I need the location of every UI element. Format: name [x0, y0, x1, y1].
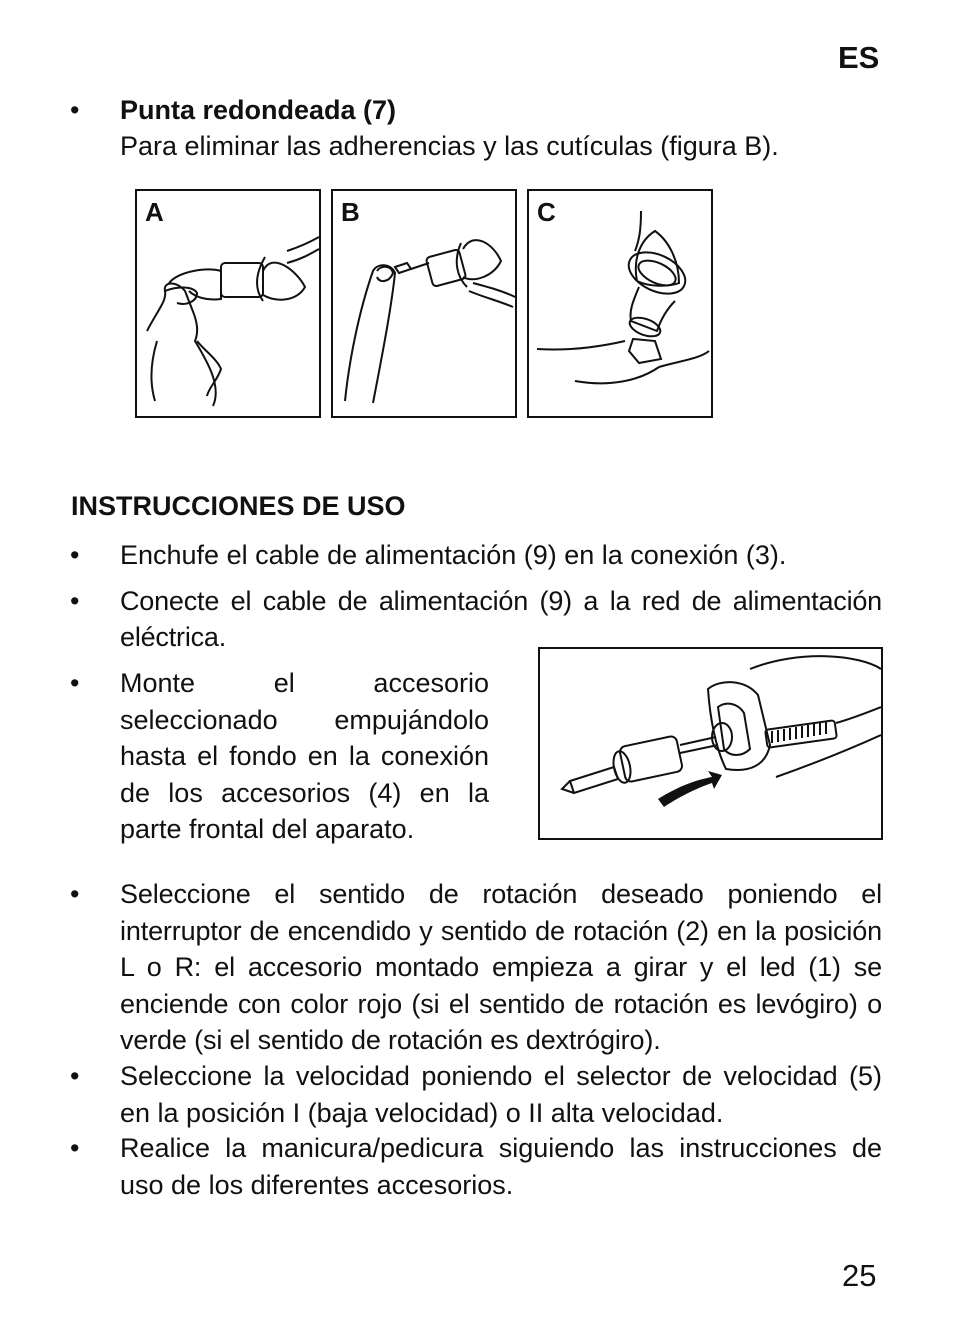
bullet: • [70, 586, 80, 616]
page-number: 25 [842, 1258, 877, 1293]
figure-label: B [341, 197, 360, 227]
tip-description: Para eliminar las adherencias y las cutículas (figura B). [120, 131, 779, 161]
instruction-item: Enchufe el cable de alimentación (9) en la conexión (3). [120, 540, 787, 570]
device-illustration [540, 649, 881, 838]
figure-label: A [145, 197, 164, 227]
section-heading: INSTRUCCIONES DE USO [71, 491, 406, 521]
figure-c [527, 189, 713, 418]
bullet: • [70, 879, 80, 909]
figure-a [135, 189, 321, 418]
figure-label: C [537, 197, 556, 227]
figure-a-illustration [137, 191, 319, 416]
language-tag: ES [838, 40, 880, 75]
device-figure [538, 647, 883, 840]
bullet: • [70, 540, 80, 570]
bullet: • [70, 1133, 80, 1163]
bullet: • [70, 95, 80, 125]
bullet: • [70, 1061, 80, 1091]
figure-c-illustration [529, 191, 711, 416]
tip-title: Punta redondeada (7) [120, 95, 397, 125]
figure-b-illustration [333, 191, 515, 416]
instruction-item: Seleccione la velocidad poniendo el selector de velocidad (5) en la posición I (baja velocidad) o II alta velocidad. [120, 1061, 882, 1128]
bullet: • [70, 668, 80, 698]
instruction-item: Monte el accesorio seleccionado empujándolo hasta el fondo en la conexión de los accesorios (4) en la parte frontal del aparato. [120, 668, 489, 844]
instruction-item: Seleccione el sentido de rotación deseado poniendo el interruptor de encendido y sentido de rotación (2) en la posición L o R: el accesorio montado empieza a girar y el led (1) se enciende con color rojo (si el sentido de rotación es levógiro) o verde (si el sentido de rotación es dextrógiro). [120, 879, 882, 1055]
instruction-item: Conecte el cable de alimentación (9) a la red de alimentación eléctrica. [120, 586, 882, 652]
figure-b [331, 189, 517, 418]
instruction-item: Realice la manicura/pedicura siguiendo las instrucciones de uso de los diferentes accesorios. [120, 1133, 882, 1200]
